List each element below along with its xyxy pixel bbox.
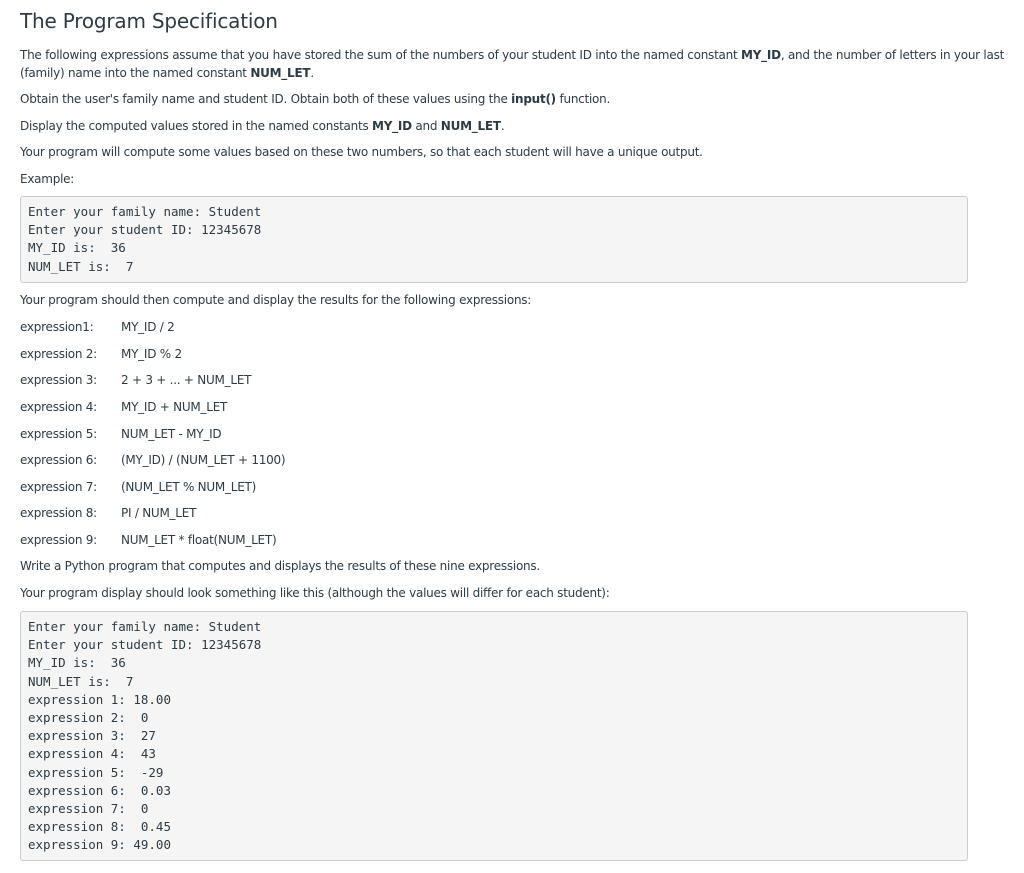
expressions-intro: Your program should then compute and display the results for the following expressions: xyxy=(20,293,532,307)
code-line: NUM_LET is: 7 xyxy=(28,258,134,274)
input-function: input() xyxy=(511,92,556,106)
expression-label: expression 7: xyxy=(20,480,97,494)
example-label: Example: xyxy=(20,172,75,186)
intro-paragraph-3: Display the computed values stored in the named constants MY_ID and NUM_LET. xyxy=(20,119,505,133)
code-line: Enter your student ID: 12345678 xyxy=(28,637,262,653)
num-let-constant: NUM_LET xyxy=(250,66,311,80)
intro-paragraph-2: Obtain the user's family name and student ID. Obtain both of these values using the input() function. xyxy=(20,92,611,106)
expression-formula: NUM_LET * float(NUM_LET) xyxy=(121,533,277,547)
expression-label: expression 2: xyxy=(20,347,97,361)
expression-label: expression 5: xyxy=(20,427,97,441)
outro-paragraph-1: Write a Python program that computes and displays the results of these nine expressions. xyxy=(20,559,540,573)
code-line: expression 2: 0 xyxy=(28,709,149,725)
expression-formula: (NUM_LET % NUM_LET) xyxy=(121,480,257,494)
expression-label: expression1: xyxy=(20,320,94,334)
code-line: expression 5: -29 xyxy=(28,764,164,780)
code-line: expression 9: 49.00 xyxy=(28,837,171,853)
code-line: expression 3: 27 xyxy=(28,728,156,744)
output-code-block xyxy=(20,611,968,861)
expression-formula: (MY_ID) / (NUM_LET + 1100) xyxy=(121,453,286,467)
code-line: expression 7: 0 xyxy=(28,800,149,816)
example-code-block xyxy=(20,196,968,283)
expression-label: expression 8: xyxy=(20,506,97,520)
code-line: expression 6: 0.03 xyxy=(28,782,171,798)
code-line: MY_ID is: 36 xyxy=(28,240,126,256)
expression-label: expression 3: xyxy=(20,373,97,387)
code-line: Enter your family name: Student xyxy=(28,204,262,219)
code-line: MY_ID is: 36 xyxy=(28,655,126,671)
expression-label: expression 6: xyxy=(20,453,97,467)
page-title: The Program Specification xyxy=(20,9,278,33)
code-line: Enter your student ID: 12345678 xyxy=(28,222,262,238)
expression-label: expression 4: xyxy=(20,400,97,414)
my-id-constant: MY_ID xyxy=(741,48,781,62)
expression-formula: 2 + 3 + ... + NUM_LET xyxy=(121,373,252,387)
expression-formula: NUM_LET - MY_ID xyxy=(121,427,222,441)
expression-formula: MY_ID + NUM_LET xyxy=(121,400,228,414)
outro-paragraph-2: Your program display should look something like this (although the values will differ for each student): xyxy=(20,586,610,600)
code-line: Enter your family name: Student xyxy=(28,619,262,634)
intro-paragraph-4: Your program will compute some values based on these two numbers, so that each student will have a unique output. xyxy=(20,145,703,159)
code-line: NUM_LET is: 7 xyxy=(28,673,134,689)
code-line: expression 8: 0.45 xyxy=(28,819,171,835)
intro-paragraph-1: The following expressions assume that you have stored the sum of the numbers of your student ID into the named constant MY_ID, and the number of letters in your last (family) name into the named constant NUM_LET. xyxy=(20,48,1005,80)
expression-formula: MY_ID % 2 xyxy=(121,347,182,361)
code-line: expression 4: 43 xyxy=(28,746,156,762)
code-line: expression 1: 18.00 xyxy=(28,691,171,707)
expression-formula: PI / NUM_LET xyxy=(121,506,197,520)
expression-label: expression 9: xyxy=(20,533,97,547)
expression-formula: MY_ID / 2 xyxy=(121,320,175,334)
